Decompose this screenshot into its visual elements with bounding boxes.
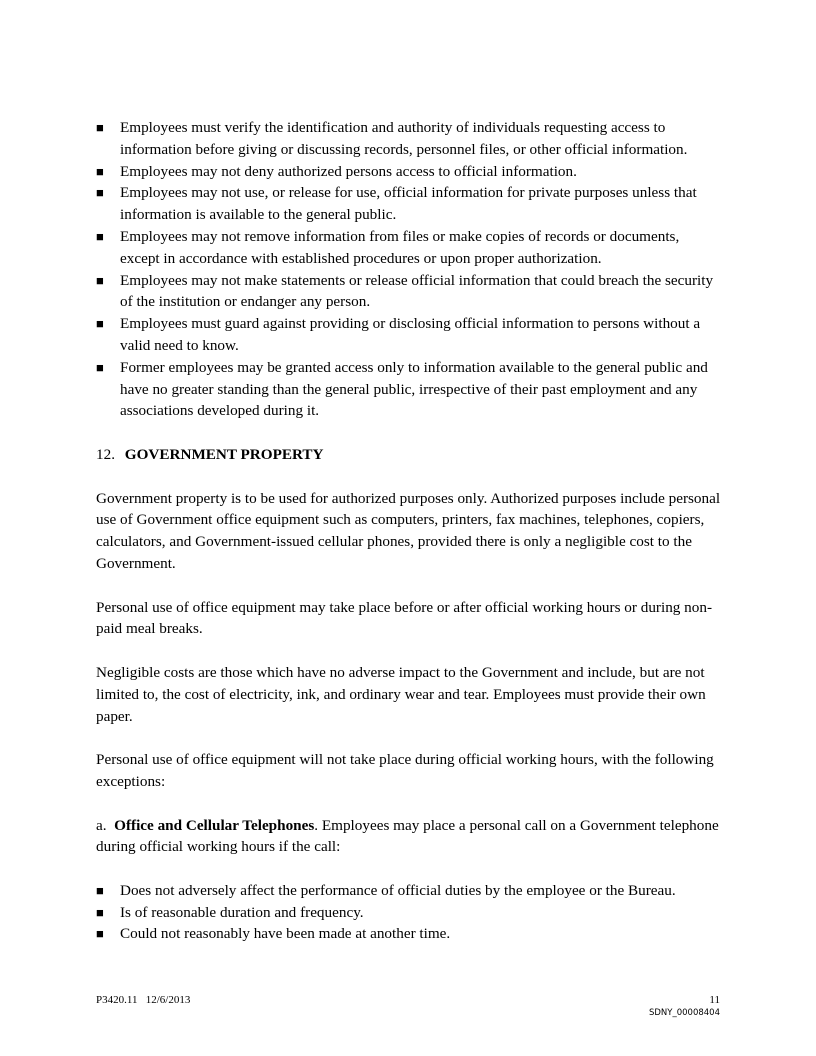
- list-item: [96, 902, 722, 924]
- footer-doc-info: [96, 994, 190, 1006]
- paragraph-negligible-costs: Negligible costs are those which have no adverse impact to the Government and include, but are not limited to, the cost of electricity, ink, and ordinary wear and tear. Employees must provide their own paper.: [96, 663, 706, 725]
- bullet-list-information-access: [96, 117, 722, 422]
- list-item: [96, 270, 722, 314]
- paragraph-authorized-purposes: Government property is to be used for authorized purposes only. Authorized purposes include personal use of Government office equipment such as computers, printers, fax machines, telephones, copiers, calculators, and Government-issued cellular phones, provided there is only a negligible cost to the Government.: [96, 489, 721, 572]
- page-number: 11: [709, 994, 720, 1006]
- list-item-text: Is of reasonable duration and frequency.: [120, 903, 364, 921]
- list-item-text: Former employees may be granted access only to information available to the general public and have no greater standing than the general public, irrespective of their past employment and any associations developed during it.: [120, 358, 708, 420]
- section-heading: [96, 444, 722, 466]
- subsection-title: Office and Cellular Telephones: [114, 816, 315, 834]
- bullet-square-icon: ■: [96, 228, 104, 244]
- bullet-square-icon: ■: [96, 359, 104, 375]
- paragraph-personal-use-hours: Personal use of office equipment may take place before or after official working hours or during non-paid meal breaks.: [96, 598, 713, 638]
- bates-number: SDNY_00008404: [648, 1008, 720, 1018]
- list-item: [96, 357, 722, 422]
- list-item-text: Employees may not remove information from files or make copies of records or documents, except in accordance with established procedures or upon proper authorization.: [120, 227, 680, 267]
- footer-date: 12/6/2013: [145, 994, 191, 1006]
- list-item: [96, 182, 722, 226]
- bullet-square-icon: ■: [96, 926, 104, 942]
- list-item-text: Employees must verify the identification and authority of individuals requesting access to information before giving or discussing records, personnel files, or other official information.: [120, 119, 688, 158]
- bullet-square-icon: ■: [96, 882, 104, 898]
- section-number: 12.: [96, 445, 115, 463]
- subsection-letter: a.: [96, 816, 107, 834]
- bullet-square-icon: ■: [96, 904, 104, 920]
- paragraph-exceptions: Personal use of office equipment will not take place during official working hours, with the following exceptions:: [96, 751, 714, 790]
- list-item-text: Employees must guard against providing or disclosing official information to persons without a valid need to know.: [120, 315, 701, 354]
- section-title: GOVERNMENT PROPERTY: [124, 445, 324, 463]
- bullet-square-icon: ■: [96, 120, 104, 135]
- bullet-square-icon: ■: [96, 163, 104, 179]
- list-item-text: Does not adversely affect the performance of official duties by the employee or the Bureau.: [120, 881, 676, 899]
- list-item: [96, 226, 722, 270]
- list-item-text: Employees may not use, or release for use, official information for private purposes unless that information is available to the general public.: [120, 184, 697, 224]
- list-item: [96, 161, 722, 183]
- subsection-text: . Employees may place a personal call on a Government telephone during official working hours if the call:: [96, 816, 719, 856]
- list-item-text: Employees may not make statements or release official information that could breach the security of the institution or endanger any person.: [120, 271, 714, 311]
- document-body: [96, 117, 722, 945]
- bullet-square-icon: ■: [96, 185, 104, 201]
- list-item: [96, 880, 722, 902]
- bullet-square-icon: ■: [96, 316, 104, 332]
- bullet-square-icon: ■: [96, 272, 104, 288]
- subsection-telephones: [96, 815, 722, 859]
- list-item-text: Could not reasonably have been made at another time.: [120, 925, 451, 943]
- list-item: [96, 117, 722, 161]
- list-item: [96, 313, 722, 357]
- footer-doc-id: P3420.11: [96, 994, 138, 1006]
- list-item-text: Employees may not deny authorized persons access to official information.: [120, 162, 577, 180]
- list-item: [96, 923, 722, 945]
- bullet-list-call-conditions: [96, 880, 722, 945]
